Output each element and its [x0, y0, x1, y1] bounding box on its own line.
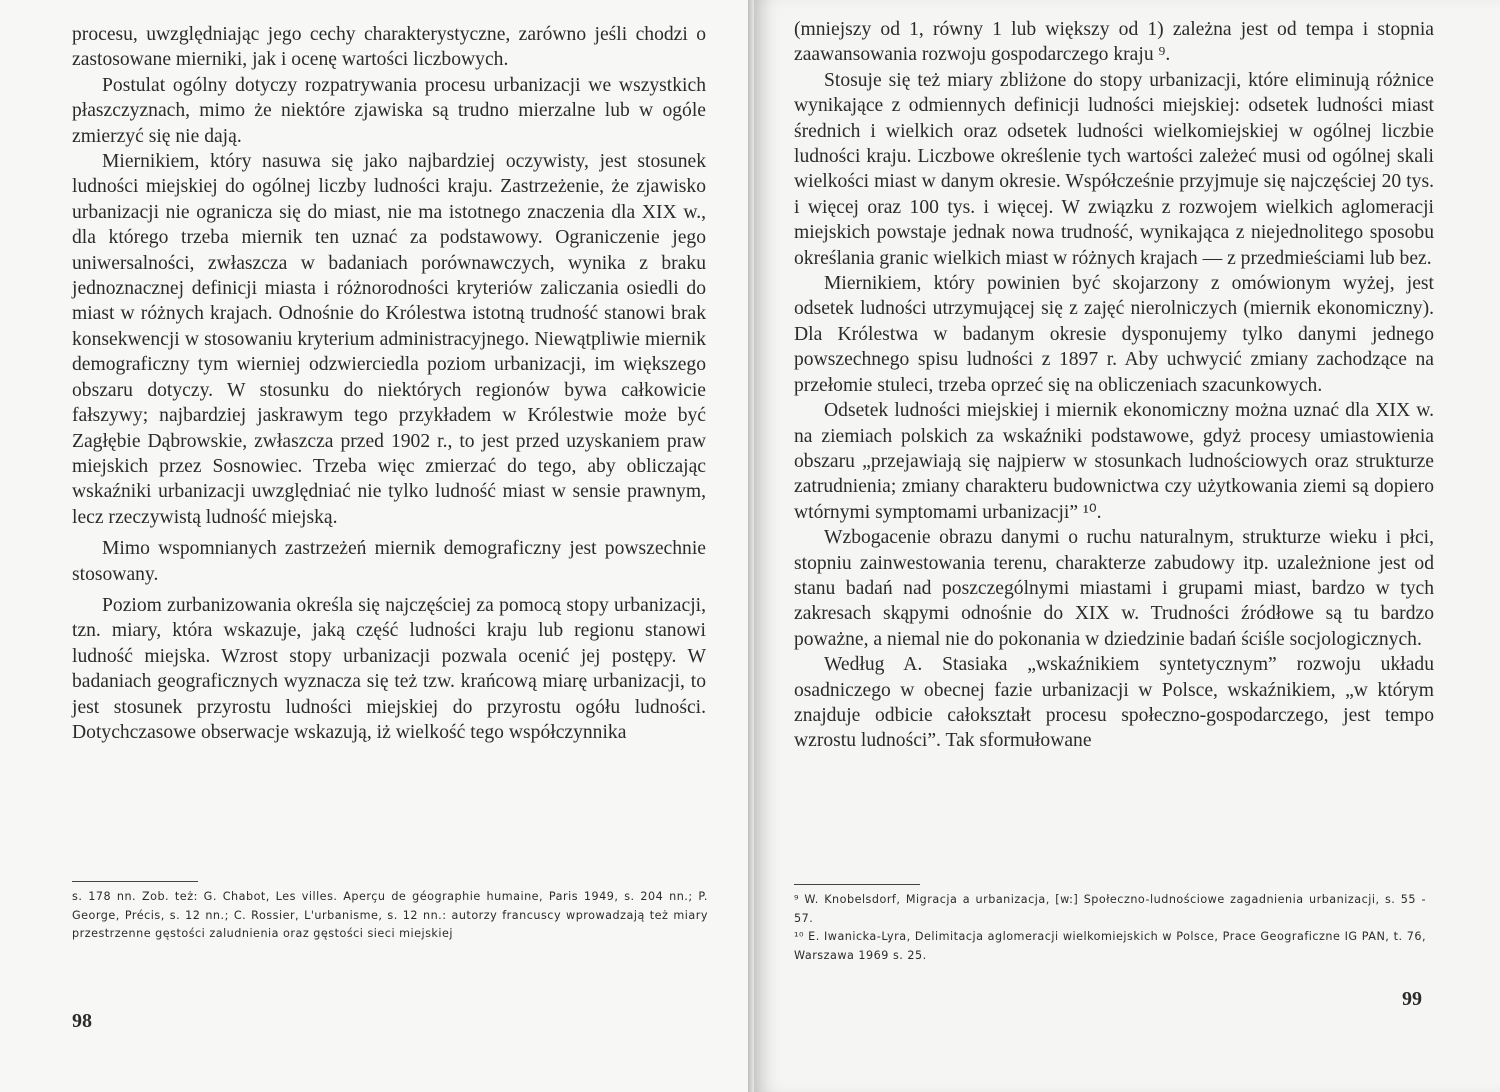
- page-number: 98: [72, 1010, 92, 1032]
- paragraph: (mniejszy od 1, równy 1 lub większy od 1) zależna jest od tempa i stopnia zaawansowania rozwoju gospodarczego kraju ⁹.: [794, 19, 1434, 66]
- paragraph: Mimo wspomnianych zastrzeżeń miernik demograficzny jest powszechnie stosowany.: [72, 538, 706, 585]
- paragraph: Postulat ogólny dotyczy rozpatrywania procesu urbanizacji we wszystkich płaszczyznach, mimo że niektóre zjawiska są trudno mierzalne lub w ogóle zmierzyć się nie dają.: [72, 74, 706, 147]
- paragraph: Według A. Stasiaka „wskaźnikiem syntetycznym” rozwoju układu osadniczego w obecnej fazie urbanizacji w Polsce, wskaźnikiem, „w którym znajduje odbicie całokształt procesu społeczno-gospodarczego, jest tempo wzrostu ludności”. Tak sformułowane: [794, 654, 1434, 752]
- paragraph: Miernikiem, który nasuwa się jako najbardziej oczywisty, jest stosunek ludności miejskiej do ogólnej liczby ludności kraju. Zastrzeżenie, że zjawisko urbanizacji nie ogranicza się do miast, nie ma istotnego znaczenia dla XIX w., dla którego trzeba miernik ten uznać za podstawowy. Ograniczenie jego uniwersalności, zwłaszcza w badaniach porównawczych, wynika z braku jednoznacznej definicji miasta i różnorodności kryteriów zaliczania osiedli do miast w różnych krajach. Odnośnie do Królestwa istotną trudność stanowi brak konsekwencji w stosowaniu kryterium administracyjnego. Niewątpliwie miernik demograficzny tym wierniej odzwierciedla poziom urbanizacji, im większego obszaru dotyczy. W stosunku do niektórych regionów bywa całkowicie fałszywy; najbardziej jaskrawym tego przykładem w Królestwie może być Zagłębie Dąbrowskie, zwłaszcza przed 1902 r., to jest przed uzyskaniem praw miejskich przez Sosnowiec. Trzeba więc zmierzać do tego, aby obliczając wskaźniki urbanizacji uwzględniać nie tylko ludność miast w sensie prawnym, lecz rzeczywistą ludność miejską.: [72, 151, 706, 528]
- right-footnotes: [794, 891, 1426, 965]
- footnote-divider: [72, 881, 198, 882]
- left-page: [0, 0, 748, 1092]
- left-footnotes: [72, 888, 708, 944]
- footnote: ¹⁰ E. Iwanicka-Lyra, Delimitacja aglomeracji wielkomiejskich w Polsce, Prace Geograficzne IG PAN, t. 76, Warszawa 1969 s. 25.: [794, 930, 1426, 962]
- paragraph: Wzbogacenie obrazu danymi o ruchu naturalnym, strukturze wieku i płci, stopniu zainwestowania terenu, charakterze zabudowy itp. uzależnione jest od stanu badań nad poszczególnymi miastami i grupami miast, bardzo w tych zakresach skąpymi odnośnie do XIX w. Trudności źródłowe są tu bardzo poważne, a niemal nie do pokonania w dziedzinie badań ściśle socjologicznych.: [794, 527, 1434, 650]
- right-page: [754, 0, 1500, 1092]
- footnote-divider: [794, 884, 920, 885]
- paragraph: Miernikiem, który powinien być skojarzony z omówionym wyżej, jest odsetek ludności utrzymującej się z zajęć nierolniczych (miernik ekonomiczny). Dla Królestwa w badanym okresie dysponujemy tylko danymi jednego powszechnego spisu ludności z 1897 r. Aby uchwycić zmiany zachodzące na przełomie stuleci, trzeba oprzeć się na obliczeniach szacunkowych.: [794, 273, 1434, 396]
- page-number: 99: [1402, 988, 1422, 1010]
- footnote: ⁹ W. Knobelsdorf, Migracja a urbanizacja, [w:] Społeczno-ludnościowe zagadnienia urbanizacji, s. 55 - 57.: [794, 893, 1426, 925]
- right-page-text: [794, 17, 1434, 754]
- footnote: s. 178 nn. Zob. też: G. Chabot, Les villes. Aperçu de géographie humaine, Paris 1949, s. 204 nn.; P. George, Précis, s. 12 nn.; C. Rossier, L'urbanisme, s. 12 nn.: autorzy francuscy wprowadzają też miary przestrzenne gęstości zaludnienia oraz gęstości sieci miejskiej: [72, 890, 708, 940]
- paragraph: Stosuje się też miary zbliżone do stopy urbanizacji, które eliminują różnice wynikające z odmiennych definicji ludności miejskiej: odsetek ludności miast średnich i wielkich oraz odsetek ludności wielkomiejskiej w ogólnej liczbie ludności kraju. Liczbowe określenie tych wartości zależeć musi od ogólnej skali wielkości miast w danym okresie. Współcześnie przyjmuje się najczęściej 20 tys. i więcej oraz 100 tys. i więcej. W związku z rozwojem wielkich aglomeracji miejskich powstaje jednak nowa trudność, wynikająca z niejednolitego sposobu określania granic wielkich miast w różnych krajach — z przedmieściami lub bez.: [794, 69, 1434, 269]
- left-page-text: [72, 22, 706, 745]
- paragraph: procesu, uwzględniając jego cechy charakterystyczne, zarówno jeśli chodzi o zastosowane mierniki, jak i ocenę wartości liczbowych.: [72, 24, 706, 71]
- paragraph: Poziom zurbanizowania określa się najczęściej za pomocą stopy urbanizacji, tzn. miary, która wskazuje, jaką część ludności kraju lub regionu stanowi ludność miejska. Wzrost stopy urbanizacji pozwala ocenić jej postępy. W badaniach geograficznych wyznacza się też tzw. krańcową miarę urbanizacji, to jest stosunek przyrostu ludności miejskiej do przyrostu ogółu ludności. Dotychczasowe obserwacje wskazują, iż wielkość tego współczynnika: [72, 594, 706, 743]
- paragraph: Odsetek ludności miejskiej i miernik ekonomiczny można uznać dla XIX w. na ziemiach polskich za wskaźniki podstawowe, gdyż procesy umiastowienia obszaru „przejawiają się najpierw w stosunkach ludnościowych oraz strukturze zatrudnienia; zmiany charakteru budownictwa czy użytkowania ziemi są dopiero wtórnymi symptomami urbanizacji” ¹⁰.: [794, 400, 1434, 523]
